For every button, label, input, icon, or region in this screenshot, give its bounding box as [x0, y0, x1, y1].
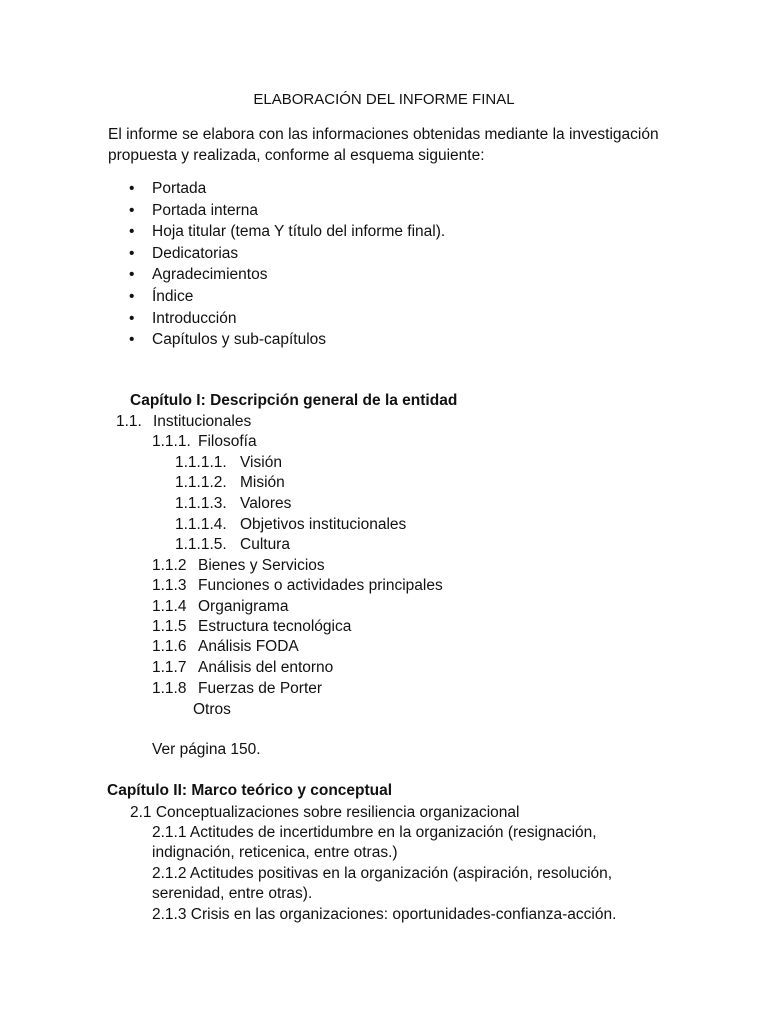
subsection-item: 1.1.6 Análisis FODA [152, 638, 299, 655]
intro-paragraph [108, 124, 668, 166]
document-title: ELABORACIÓN DEL INFORME FINAL [253, 91, 515, 108]
bullet-icon: • [129, 287, 135, 305]
section-2-1: 2.1 Conceptualizaciones sobre resiliencia organizacional [130, 804, 520, 821]
subsub-item: 1.1.1.5. Cultura [175, 536, 290, 553]
list-item: • Agradecimientos [129, 264, 445, 286]
bullet-icon: • [129, 223, 135, 241]
subsub-item: 1.1.1.2. Misión [175, 474, 285, 491]
list-item: • Dedicatorias [129, 243, 445, 265]
subsub-item: 1.1.1.4. Objetivos institucionales [175, 516, 407, 533]
bullet-icon: • [129, 244, 135, 262]
list-item: • Portada [129, 178, 445, 200]
outline-bullet-list [129, 178, 445, 351]
subsection-item: 1.1.3 Funciones o actividades principales [152, 577, 443, 594]
bullet-icon: • [129, 266, 135, 284]
intro-line-1: El informe se elabora con las informaciones obtenidas mediante la investigación [108, 126, 659, 143]
bullet-icon: • [129, 309, 135, 327]
bullet-icon: • [129, 180, 135, 197]
subsub-item: 1.1.1.3. Valores [175, 495, 292, 512]
otros-label: Otros [193, 701, 231, 718]
list-item: • Portada interna [129, 200, 445, 222]
chapter-2-heading: Capítulo II: Marco teórico y conceptual [107, 782, 393, 799]
subsection-item: 1.1.5 Estructura tecnológica [152, 618, 352, 635]
subsection-2-1-2-line-2: serenidad, entre otras). [152, 885, 313, 902]
list-item: • Capítulos y sub-capítulos [129, 329, 445, 351]
list-item: • Hoja titular (tema Y título del informe final). [129, 221, 445, 243]
list-item: • Introducción [129, 308, 445, 330]
subsection-item: 1.1.8 Fuerzas de Porter [152, 680, 323, 697]
subsection-2-1-1-line-1: 2.1.1 Actitudes de incertidumbre en la organización (resignación, [152, 824, 597, 841]
subsection-2-1-2-line-1: 2.1.2 Actitudes positivas en la organización (aspiración, resolución, [152, 865, 613, 882]
subsection-1-1-1: 1.1.1. Filosofía [152, 433, 257, 450]
chapter-1-heading: Capítulo I: Descripción general de la entidad [130, 392, 458, 409]
list-item: • Índice [129, 286, 445, 308]
subsection-2-1-1-line-2: indignación, reticenica, entre otras.) [152, 844, 398, 861]
intro-line-2: propuesta y realizada, conforme al esquema siguiente: [108, 147, 485, 164]
bullet-icon: • [129, 331, 135, 349]
subsection-item: 1.1.2 Bienes y Servicios [152, 557, 325, 574]
subsection-item: 1.1.4 Organigrama [152, 598, 289, 615]
subsection-item: 1.1.7 Análisis del entorno [152, 659, 334, 676]
bullet-icon: • [129, 201, 135, 219]
subsection-2-1-3: 2.1.3 Crisis en las organizaciones: oportunidades-confianza-acción. [152, 906, 617, 923]
subsub-item: 1.1.1.1. Visión [175, 454, 282, 471]
page-reference: Ver página 150. [152, 741, 261, 758]
section-1-1: 1.1. Institucionales [116, 413, 252, 430]
